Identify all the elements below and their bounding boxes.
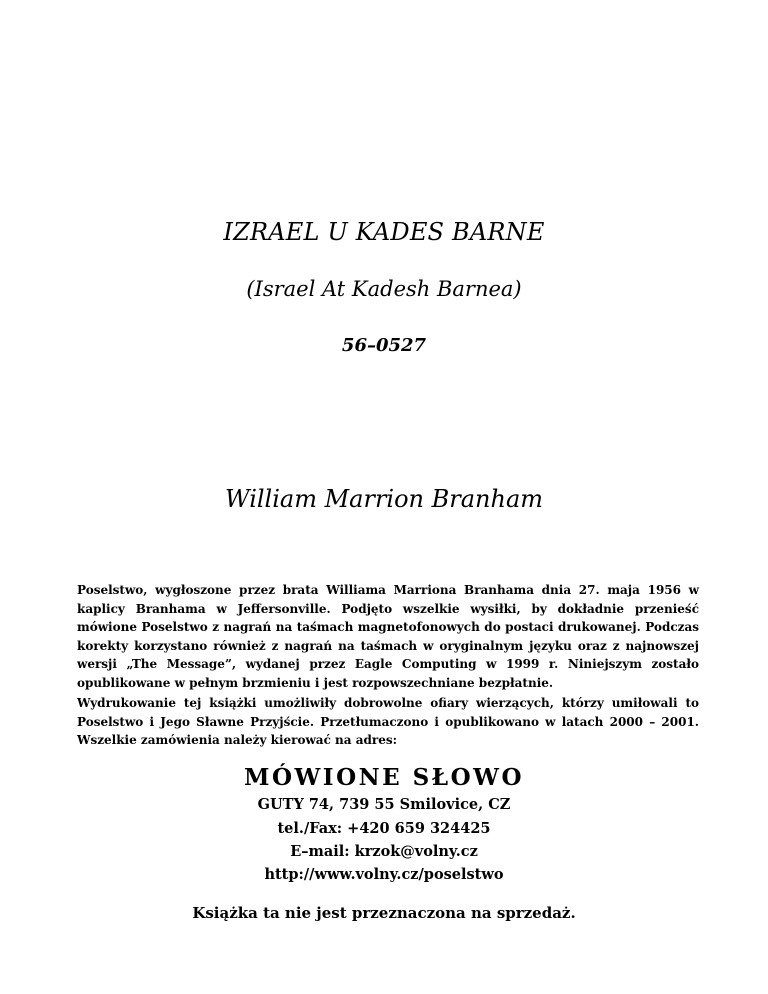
intro-paragraph: Poselstwo, wygłoszone przez brata Williama Marriona Branhama dnia 27. maja 1956 w kaplicy Branhama w Jeffersonville. Podjęto wszelkie wysiłki, by dokładnie przenieść mówione Poselstwo z nagrań na taśmach magnetofonowych do postaci drukowanej. Podczas korekty korzystano również z nagrań na taśmach w oryginalnym języku oraz z najnowszej wersji „The Message”, wydanej przez Eagle Computing w 1999 r. Niniejszym zostało opublikowane w pełnym brzmieniu i jest rozpowszechniane bezpłatnie.: [77, 583, 699, 690]
publisher-website: http://www.volny.cz/poselstwo: [264, 866, 504, 883]
author-name: William Marrion Branham: [224, 485, 544, 513]
publisher-email: E–mail: krzok@volny.cz: [290, 843, 478, 860]
donation-paragraph: Wydrukowanie tej książki umożliwiły dobrowolne ofiary wierzących, którzy umiłowali to Poselstwo i Jego Sławne Przyjście. Przetłumaczono i opublikowano w latach 2000 – 2001. Wszelkie zamówienia należy kierować na adres:: [77, 696, 699, 747]
publisher-phone: tel./Fax: +420 659 324425: [277, 820, 491, 837]
publisher-name: MÓWIONE SŁOWO: [243, 764, 525, 791]
not-for-sale-notice: Książka ta nie jest przeznaczona na sprzedaż.: [192, 904, 576, 922]
sermon-code: 56–0527: [341, 335, 427, 356]
document-subtitle: (Israel At Kadesh Barnea): [246, 277, 522, 301]
publisher-address: GUTY 74, 739 55 Smilovice, CZ: [257, 796, 511, 813]
document-title: IZRAEL U KADES BARNE: [223, 218, 545, 246]
